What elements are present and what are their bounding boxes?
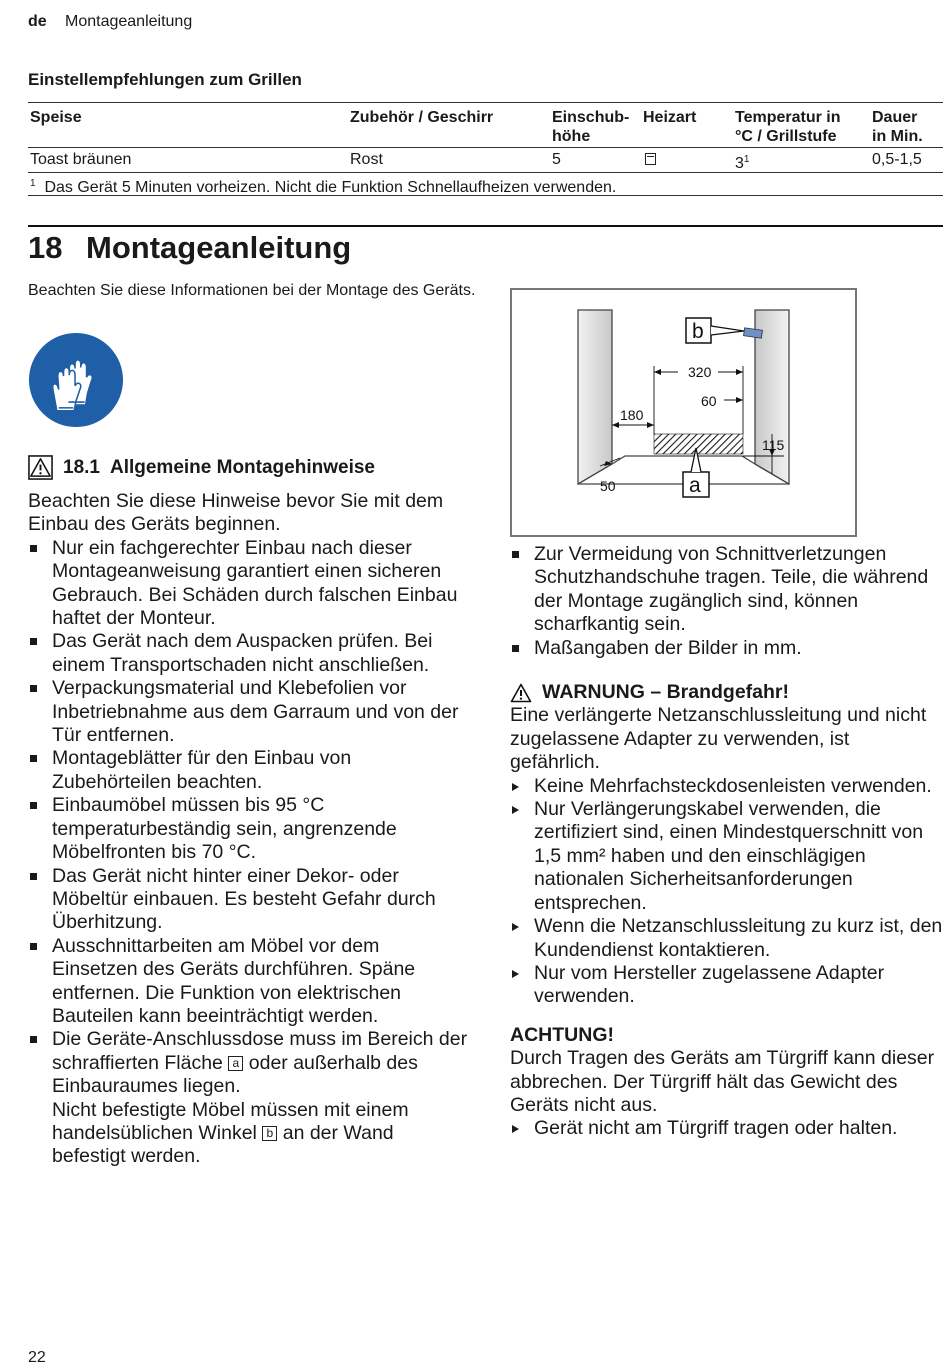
list-item: Nur vom Hersteller zugelassene Adapter verwenden.: [510, 962, 943, 1009]
chapter-rule: [28, 225, 943, 227]
dim-50: 50: [600, 478, 616, 494]
th-dauer: [872, 108, 923, 146]
socket-note: [28, 1099, 468, 1169]
table-title: Einstellempfehlungen zum Grillen: [28, 70, 302, 89]
section-title: Allgemeine Montagehinweise: [109, 456, 375, 478]
th-einschub-line2: höhe: [552, 128, 591, 145]
caution-title: ACHTUNG!: [510, 1023, 614, 1046]
list-item: Nur Verlängerungskabel verwenden, die zertifiziert sind, einen Mindestquerschnitt von 1,5 mm² haben und den einschlägigen nationalen Sicherheitsanforderungen entsprechen.: [510, 798, 943, 915]
dim-60: 60: [701, 393, 717, 409]
socket-text-a: Die Geräte-Anschlussdose muss im Bereich der schraffierten Fläche: [52, 1028, 468, 1074]
diagram-label-b: b: [692, 320, 704, 343]
socket-text-b: oder außerhalb des Einbauraumes liegen.: [52, 1051, 418, 1098]
warning-box-icon: [28, 455, 53, 480]
page-number: 22: [28, 1349, 46, 1366]
dim-115: 115: [762, 437, 785, 453]
language-code: de: [28, 13, 47, 30]
td-temperatur-footnote-mark: 1: [743, 154, 750, 165]
list-item: Zur Vermeidung von Schnittverletzungen Schutzhandschuhe tragen. Teile, die während der Montage zugänglich sind, können scharfkantig sein.: [510, 543, 943, 637]
section-heading: [28, 455, 375, 480]
socket-note-b: an der Wand befestigt werden.: [52, 1121, 394, 1168]
chapter-heading: [28, 230, 351, 266]
list-item: Keine Mehrfachsteckdosenleisten verwenden.: [510, 775, 943, 798]
table-rule-header: [28, 147, 943, 148]
table-rule-top: [28, 102, 943, 103]
caution-text: Durch Tragen des Geräts am Türgriff kann dieser abbrechen. Der Türgriff hält das Gewicht des Geräts nicht aus.: [510, 1047, 935, 1116]
warning-steps: [510, 775, 943, 1009]
table-rule-row: [28, 172, 943, 173]
warning-triangle-icon: [510, 683, 532, 703]
th-einschub-line1: Einschub-: [552, 109, 630, 126]
ref-label-a: a: [228, 1056, 243, 1071]
intro-text: Beachten Sie diese Informationen bei der Montage des Geräts.: [28, 282, 476, 299]
socket-area-hatch: [654, 434, 743, 454]
installation-diagram: [510, 288, 857, 537]
socket-note-a: Nicht befestigte Möbel müssen mit einem handelsüblichen Winkel: [52, 1098, 409, 1144]
list-item: Das Gerät nach dem Auspacken prüfen. Bei einem Transportschaden nicht anschließen.: [28, 630, 468, 677]
installation-notes-list: [28, 537, 468, 1099]
protective-gloves-icon: [28, 332, 124, 428]
td-temperatur-value: 3: [735, 155, 744, 172]
th-dauer-line1: Dauer: [872, 109, 918, 126]
list-item: Wenn die Netzanschlussleitung zu kurz ist, den Kundendienst kontaktieren.: [510, 915, 943, 962]
table-footnote: [30, 174, 616, 197]
td-zubehoer: Rost: [350, 151, 383, 168]
left-column: [28, 490, 468, 1169]
td-temperatur: [735, 150, 749, 173]
header-title: Montageanleitung: [65, 13, 193, 30]
section-lead: Beachten Sie diese Hinweise bevor Sie mit dem Einbau des Geräts beginnen.: [28, 490, 444, 536]
right-column: [510, 543, 943, 1141]
th-speise: Speise: [30, 109, 82, 126]
list-item: Ausschnittarbeiten am Möbel vor dem Einsetzen des Geräts durchführen. Späne entfernen. Die Funktion von elektrischen Bauteilen kann beeinträchtigt werden.: [28, 935, 468, 1029]
chapter-number: 18: [28, 230, 63, 265]
th-temperatur-line2: °C / Grillstufe: [735, 128, 837, 145]
footnote-text: Das Gerät 5 Minuten vorheizen. Nicht die Funktion Schnellaufheizen verwenden.: [44, 179, 617, 196]
right-notes-list: [510, 543, 943, 660]
td-speise: Toast bräunen: [30, 151, 132, 168]
list-item: Gerät nicht am Türgriff tragen oder halten.: [510, 1117, 943, 1140]
th-temperatur-line1: Temperatur in: [735, 109, 841, 126]
list-item: Nur ein fachgerechter Einbau nach dieser Montageanweisung garantiert einen sicheren Gebrauch. Bei Schäden durch falschen Einbau haftet der Monteur.: [28, 537, 468, 631]
warning-heading: [510, 681, 943, 704]
table-rule-bottom: [28, 195, 943, 196]
list-item: Maßangaben der Bilder in mm.: [510, 637, 943, 660]
list-item: Das Gerät nicht hinter einer Dekor- oder Möbeltür einbauen. Es besteht Gefahr durch Überhitzung.: [28, 865, 468, 935]
grill-heat-mode-icon: [645, 153, 656, 165]
warning-text: Eine verlängerte Netzanschlussleitung und nicht zugelassene Adapter zu verwenden, ist gefährlich.: [510, 704, 927, 774]
dim-180: 180: [620, 407, 644, 423]
section-number: 18.1: [63, 456, 100, 478]
th-temperatur: [735, 108, 841, 146]
td-dauer: 0,5-1,5: [872, 151, 922, 168]
th-dauer-line2: in Min.: [872, 128, 923, 145]
th-zubehoer: Zubehör / Geschirr: [350, 109, 494, 126]
td-einschub: 5: [552, 151, 561, 168]
grill-table: [28, 102, 943, 198]
th-einschub: [552, 108, 629, 146]
ref-label-b: b: [262, 1126, 277, 1141]
diagram-label-a: a: [689, 474, 701, 497]
chapter-title: Montageanleitung: [86, 230, 352, 265]
list-item: Einbaumöbel müssen bis 95 °C temperaturbeständig sein, angrenzende Möbelfronten bis 70 °C.: [28, 794, 468, 864]
caution-steps: [510, 1117, 943, 1140]
list-item: Verpackungsmaterial und Klebefolien vor Inbetriebnahme aus dem Garraum und von der Tür entfernen.: [28, 677, 468, 747]
footnote-mark: 1: [30, 178, 36, 189]
list-item-socket: [28, 1028, 468, 1098]
th-heizart: Heizart: [643, 109, 697, 126]
dim-320: 320: [688, 364, 712, 380]
list-item: Montageblätter für den Einbau von Zubehörteilen beachten.: [28, 747, 468, 794]
warning-title: WARNUNG – Brandgefahr!: [542, 681, 790, 704]
